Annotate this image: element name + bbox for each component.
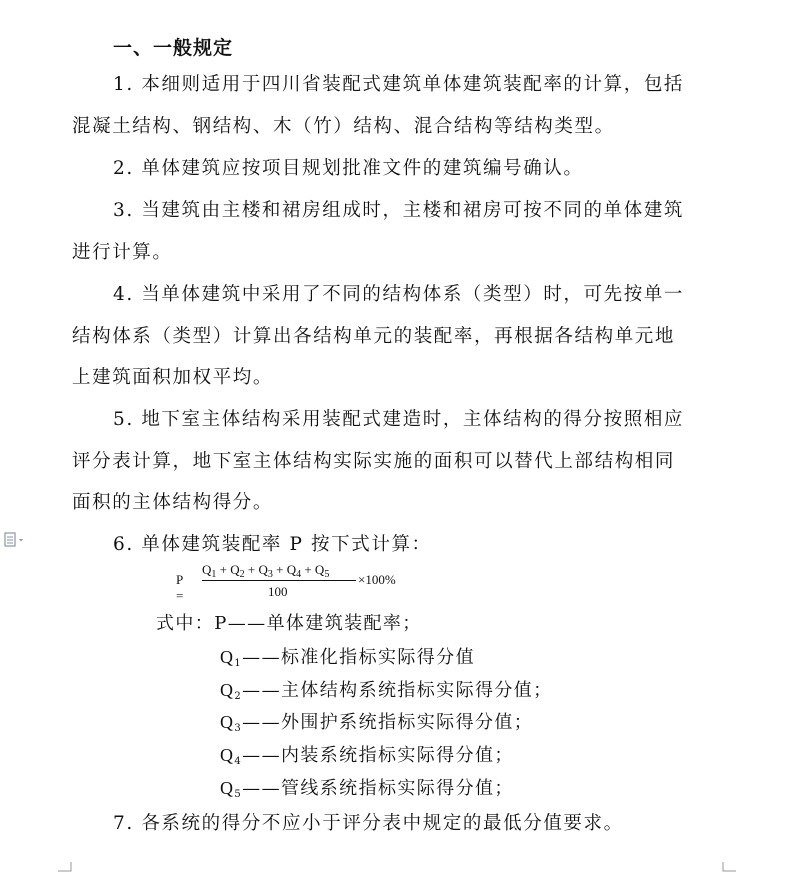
paragraph-line: 结构体系（类型）计算出各结构单元的装配率，再根据各结构单元地 [72,326,676,347]
paragraph-options-icon[interactable] [4,532,26,548]
paragraph-line: 混凝土结构、钢结构、木（竹）结构、混合结构等结构类型。 [72,116,615,137]
formula-denominator: 100 [268,584,288,599]
definition-item: $Q_3——$外围护系统指标实际得分值； [220,712,534,734]
formula-lhs: P = [176,572,184,603]
section-heading: 一、一般规定 [113,37,234,59]
page-corner-mark-left [58,862,72,872]
page-corner-mark-right [722,862,736,872]
definition-item: $Q_5——$管线系统指标实际得分值； [220,778,514,800]
paragraph-line: 3. 当建筑由主楼和裙房组成时，主楼和裙房可按不同的单体建筑 [113,200,685,221]
paragraph-line: 评分表计算，地下室主体结构实际实施的面积可以替代上部结构相同 [72,451,676,472]
definition-item: $Q_4——$内装系统指标实际得分值； [220,745,514,767]
paragraph-line: 5. 地下室主体结构采用装配式建造时，主体结构的得分按照相应 [113,409,685,430]
paragraph-line: 进行计算。 [72,242,173,263]
fraction-bar [202,580,356,581]
definition-intro: 式中：P——单体建筑装配率； [156,613,422,634]
paragraph-line: 6. 单体建筑装配率 P 按下式计算： [113,534,432,555]
paragraph-line: 1. 本细则适用于四川省装配式建筑单体建筑装配率的计算，包括 [113,74,685,95]
formula-multiplier: ×100% [358,572,396,587]
formula-numerator: $Q_1 + Q_2 + Q_3 + Q_4 + Q_5$ [202,562,330,580]
definition-item: $Q_2——$主体结构系统指标实际得分值； [220,680,553,702]
paragraph-line: 面积的主体结构得分。 [72,492,274,513]
paragraph-line: 2. 单体建筑应按项目规划批准文件的建筑编号确认。 [113,158,584,179]
paragraph-line: 4. 当单体建筑中采用了不同的结构体系（类型）时，可先按单一 [113,284,685,305]
paragraph-line: 7. 各系统的得分不应小于评分表中规定的最低分值要求。 [113,813,624,834]
definition-item: $Q_1——$标准化指标实际得分值 [220,647,475,669]
paragraph-line: 上建筑面积加权平均。 [72,367,274,388]
